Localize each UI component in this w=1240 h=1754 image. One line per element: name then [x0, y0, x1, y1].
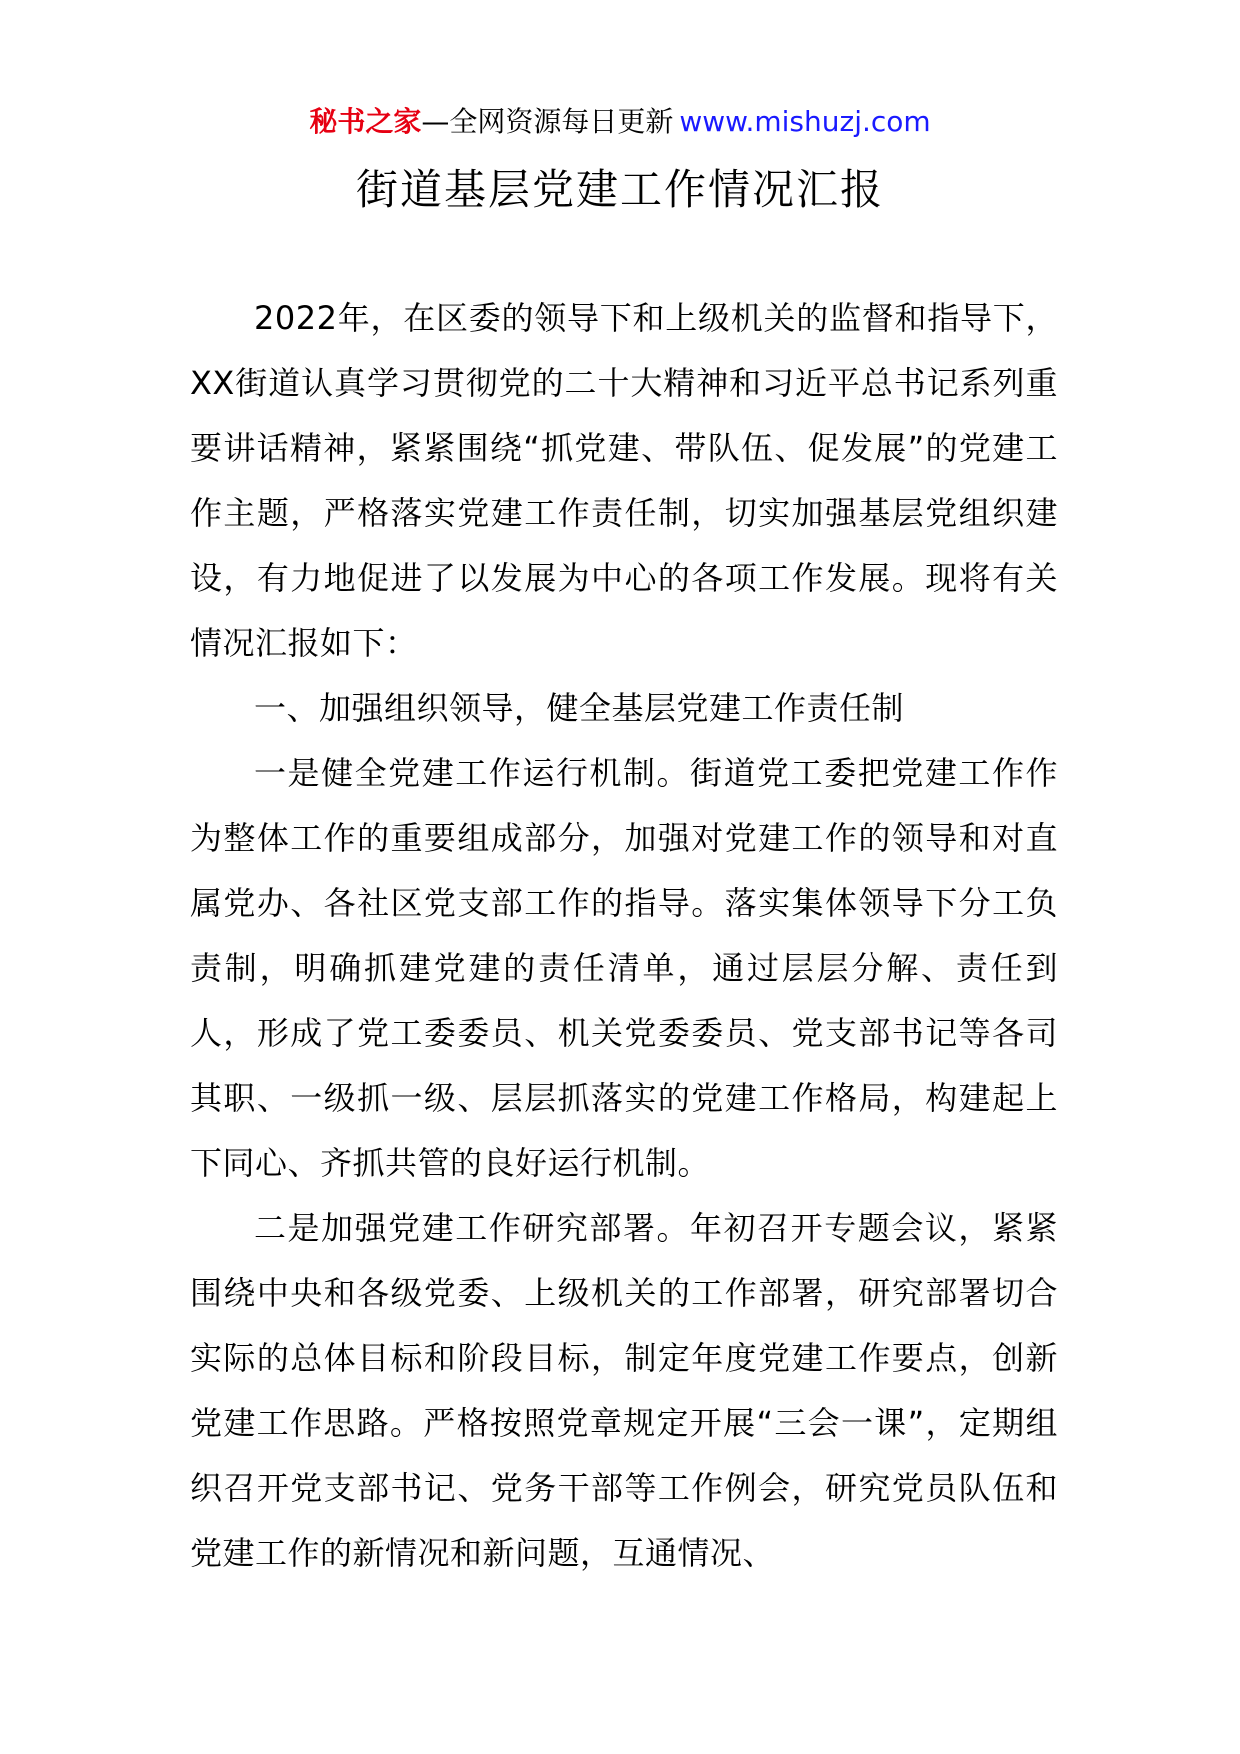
- section-heading: 一、加强组织领导，健全基层党建工作责任制: [254, 689, 905, 727]
- body-paragraph: 一是健全党建工作运行机制。街道党工委把党建工作作为整体工作的重要组成部分，加强对党建工作的领导和对直属党办、各社区党支部工作的指导。落实集体领导下分工负责制，明确抓建党建的责任清单，通过层层分解、责任到人，形成了党工委委员、机关党委委员、党支部书记等各司其职、一级抓一级、层层抓落实的党建工作格局，构建起上下同心、齐抓共管的良好运行机制。: [190, 754, 1058, 1182]
- document-title: 街道基层党建工作情况汇报: [355, 165, 884, 214]
- brand-name: 秘书之家: [309, 105, 422, 138]
- site-header: [0, 102, 1240, 142]
- site-tagline: —全网资源每日更新: [421, 105, 674, 138]
- body-paragraph: 二是加强党建工作研究部署。年初召开专题会议，紧紧围绕中央和各级党委、上级机关的工作部署，研究部署切合实际的总体目标和阶段目标，制定年度党建工作要点，创新党建工作思路。严格按照党章规定开展“三会一课”，定期组织召开党支部书记、党务干部等工作例会，研究党员队伍和党建工作的新情况和新问题，互通情况、: [190, 1209, 1058, 1572]
- document-body: [190, 286, 1058, 1586]
- site-url-link[interactable]: www.mishuzj.com: [679, 105, 931, 138]
- intro-paragraph: 2022年，在区委的领导下和上级机关的监督和指导下，XX街道认真学习贯彻党的二十大精神和习近平总书记系列重要讲话精神，紧紧围绕“抓党建、带队伍、促发展”的党建工作主题，严格落实党建工作责任制，切实加强基层党组织建设，有力地促进了以发展为中心的各项工作发展。现将有关情况汇报如下：: [190, 299, 1058, 662]
